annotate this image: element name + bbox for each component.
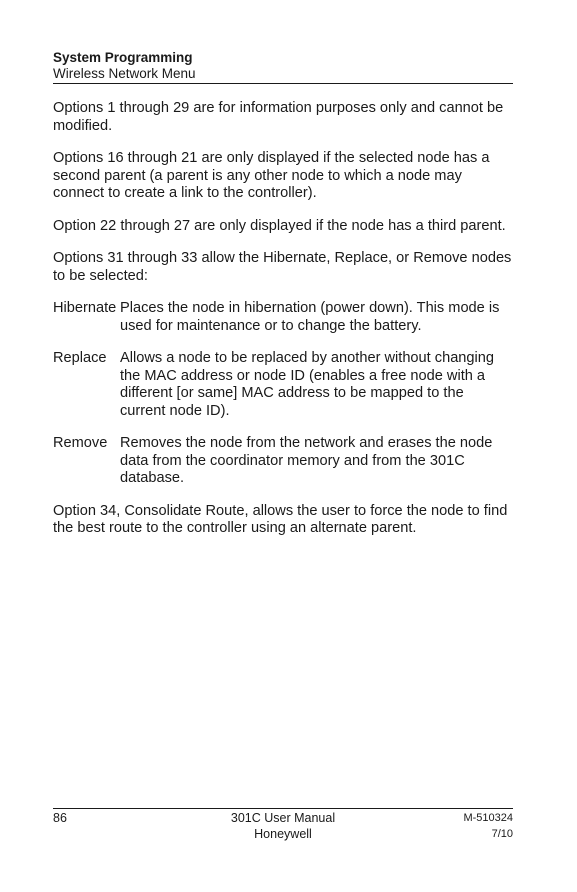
- definition-replace: [53, 350, 513, 420]
- footer-divider: [53, 808, 513, 809]
- footer-center: [53, 810, 513, 842]
- company-name: Honeywell: [254, 827, 312, 841]
- document-number: M-510324: [463, 812, 513, 824]
- header-divider: [53, 83, 513, 84]
- subsection-title: Wireless Network Menu: [53, 66, 196, 81]
- paragraph-consolidate-route: Option 34, Consolidate Route, allows the user to force the node to find the best route to the controller using an alternate parent.: [53, 502, 508, 536]
- paragraph-third-parent: Option 22 through 27 are only displayed if the node has a third parent.: [53, 217, 506, 234]
- definition-hibernate: [53, 300, 513, 335]
- definition-term: Remove: [53, 435, 108, 451]
- page-header: [53, 50, 513, 82]
- section-title: System Programming: [53, 50, 193, 65]
- definition-remove: [53, 435, 513, 488]
- definition-description: Places the node in hibernation (power down). This mode is used for maintenance or to change the battery.: [120, 300, 500, 334]
- paragraph-info-options: Options 1 through 29 are for information purposes only and cannot be modified.: [53, 100, 504, 134]
- footer-right: [463, 810, 513, 842]
- definition-description: Removes the node from the network and erases the node data from the coordinator memory and from the 301C database.: [120, 435, 493, 486]
- revision-date: 7/10: [491, 828, 513, 840]
- page-number: 86: [53, 811, 67, 825]
- manual-title: 301C User Manual: [230, 811, 336, 825]
- paragraph-second-parent: Options 16 through 21 are only displayed if the selected node has a second parent (a parent is any other node to which a node may connect to create a link to the controller).: [53, 150, 490, 201]
- definition-term: Replace: [53, 350, 107, 366]
- definition-term: Hibernate: [53, 300, 117, 316]
- definition-description: Allows a node to be replaced by another without changing the MAC address or node ID (enables a free node with a different [or same] MAC address to be mapped to the current node ID).: [120, 350, 495, 419]
- page-body: [53, 100, 513, 553]
- paragraph-node-actions: Options 31 through 33 allow the Hibernate, Replace, or Remove nodes to be selected:: [53, 250, 512, 284]
